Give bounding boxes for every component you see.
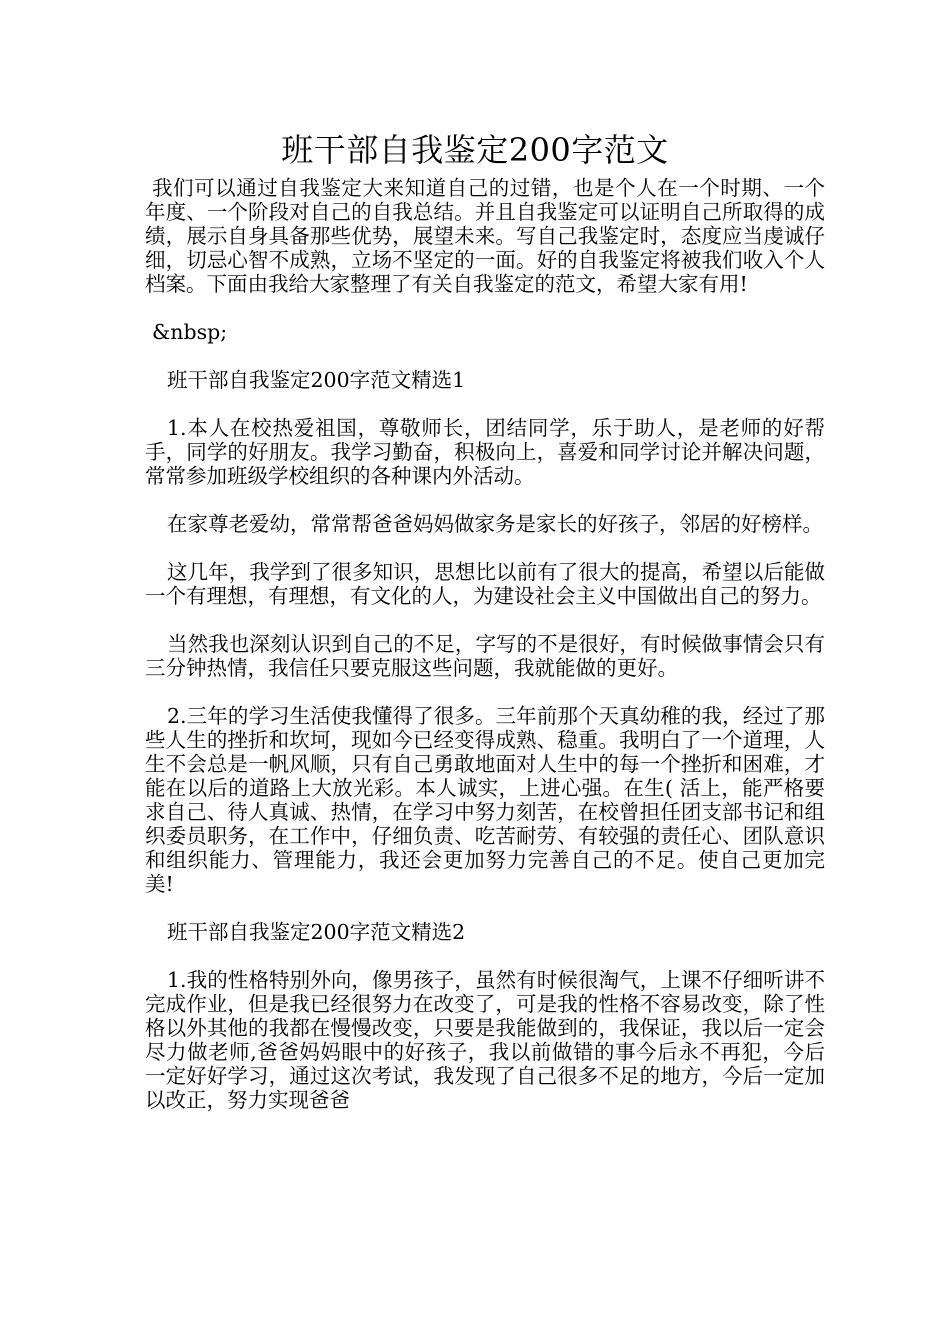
- intro-paragraph: 我们可以通过自我鉴定大来知道自己的过错，也是个人在一个时期、一个年度、一个阶段对自己的自我总结。并且自我鉴定可以证明自己所取得的成绩，展示自身具备那些优势，展望未来。写自己我鉴定时，态度应当虔诚仔细，切忌心智不成熟，立场不坚定的一面。好的自我鉴定将被我们收入个人档案。下面由我给大家整理了有关自我鉴定的范文，希望大家有用!: [145, 176, 825, 296]
- section1-paragraph-5: 2.三年的学习生活使我懂得了很多。三年前那个天真幼稚的我，经过了那些人生的挫折和坎坷，现如今已经变得成熟、稳重。我明白了一个道理，人生不会总是一帆风顺，只有自己勇敢地面对人生中的每一个挫折和困难，才能在以后的道路上大放光彩。本人诚实，上进心强。在生( 活上，能严格要求自己、待人真诚、热情，在学习中努力刻苦，在校曾担任团支部书记和组织委员职务，在工作中，仔细负责、吃苦耐劳、有较强的责任心、团队意识和组织能力、管理能力，我还会更加努力完善自己的不足。使自己更加完美!: [145, 704, 825, 896]
- section1-paragraph-1: 1.本人在校热爱祖国，尊敬师长，团结同学，乐于助人，是老师的好帮手，同学的好朋友。我学习勤奋，积极向上，喜爱和同学讨论并解决问题，常常参加班级学校组织的各种课内外活动。: [145, 416, 825, 488]
- paragraph-gap: [145, 680, 825, 704]
- paragraph-gap: [145, 896, 825, 920]
- paragraph-gap: [145, 536, 825, 560]
- section-heading-2: 班干部自我鉴定200字范文精选2: [167, 920, 466, 944]
- paragraph-gap: [145, 944, 825, 968]
- section1-paragraph-3: 这几年，我学到了很多知识，思想比以前有了很大的提高，希望以后能做一个有理想，有理想，有文化的人，为建设社会主义中国做出自己的努力。: [145, 560, 825, 608]
- paragraph-gap: [145, 296, 825, 320]
- document-body: [145, 176, 825, 1112]
- section1-paragraph-2: 在家尊老爱幼，常常帮爸爸妈妈做家务是家长的好孩子，邻居的好榜样。: [167, 512, 823, 536]
- document-title: 班干部自我鉴定200字范文: [281, 131, 669, 169]
- paragraph-gap: [145, 392, 825, 416]
- section-heading-1: 班干部自我鉴定200字范文精选1: [167, 368, 466, 392]
- paragraph-gap: [145, 608, 825, 632]
- paragraph-gap: [145, 488, 825, 512]
- nbsp-line: &nbsp;: [152, 320, 228, 344]
- paragraph-gap: [145, 344, 825, 368]
- section1-paragraph-4: 当然我也深刻认识到自己的不足，字写的不是很好，有时候做事情会只有三分钟热情，我信任只要克服这些问题，我就能做的更好。: [145, 632, 825, 680]
- section2-paragraph-1: 1.我的性格特别外向，像男孩子，虽然有时候很淘气，上课不仔细听讲不完成作业，但是我已经很努力在改变了，可是我的性格不容易改变，除了性格以外其他的我都在慢慢改变，只要是我能做到的，我保证，我以后一定会尽力做老师,爸爸妈妈眼中的好孩子，我以前做错的事今后永不再犯，今后一定好好学习，通过这次考试，我发现了自己很多不足的地方，今后一定加以改正，努力实现爸爸: [145, 968, 825, 1112]
